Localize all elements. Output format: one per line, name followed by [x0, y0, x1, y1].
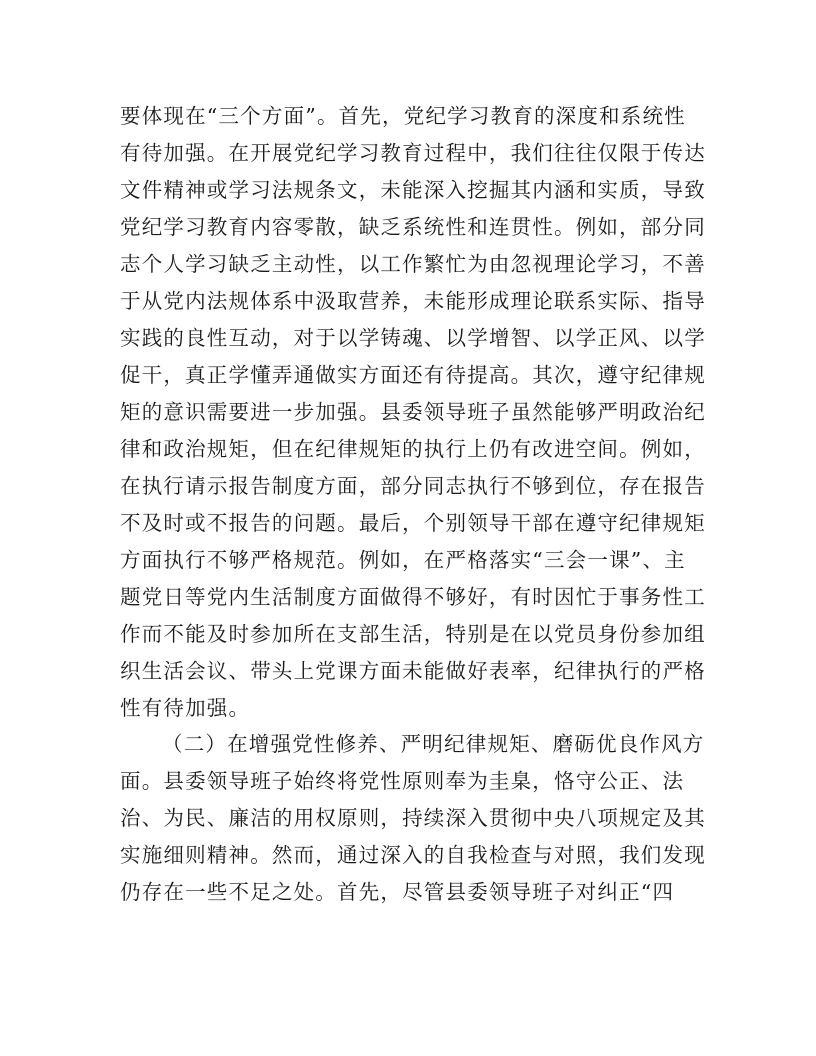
- body-paragraph: [120, 98, 710, 727]
- text-line: 不及时或不报告的问题。最后，个别领导干部在遵守纪律规矩: [120, 511, 706, 535]
- text-line: 促干，真正学懂弄通做实方面还有待提高。其次，遵守纪律规: [120, 363, 706, 387]
- text-line: 方面执行不够严格规范。例如，在严格落实“三会一课”、主: [120, 548, 686, 572]
- body-paragraph: [120, 726, 710, 911]
- text-line: 实施细则精神。然而，通过深入的自我检查与对照，我们发现: [120, 843, 706, 867]
- text-line: 面。县委领导班子始终将党性原则奉为圭臬，恪守公正、法: [120, 769, 685, 793]
- text-line: 文件精神或学习法规条文，未能深入挖掘其内涵和实质，导致: [120, 178, 706, 202]
- text-line: 矩的意识需要进一步加强。县委领导班子虽然能够严明政治纪: [120, 400, 706, 424]
- text-line: 实践的良性互动，对于以学铸魂、以学增智、以学正风、以学: [120, 326, 706, 350]
- text-line: 作而不能及时参加所在支部生活，特别是在以党员身份参加组: [120, 622, 706, 646]
- text-line: 治、为民、廉洁的用权原则，持续深入贯彻中央八项规定及其: [120, 806, 706, 830]
- text-line: （二）在增强党性修养、严明纪律规矩、磨砺优良作风方: [162, 732, 705, 756]
- text-line: 仍存在一些不足之处。首先，尽管县委领导班子对纠正“四: [120, 880, 675, 904]
- text-line: 在执行请示报告制度方面，部分同志执行不够到位，存在报告: [120, 474, 706, 498]
- text-line: 于从党内法规体系中汲取营养，未能形成理论联系实际、指导: [120, 289, 706, 313]
- text-line: 志个人学习缺乏主动性，以工作繁忙为由忽视理论学习，不善: [120, 252, 706, 276]
- text-line: 党纪学习教育内容零散，缺乏系统性和连贯性。例如，部分同: [120, 215, 706, 239]
- text-line: 性有待加强。: [120, 696, 251, 720]
- text-line: 要体现在“三个方面”。首先，党纪学习教育的深度和系统性: [120, 104, 686, 128]
- text-line: 题党日等党内生活制度方面做得不够好，有时因忙于事务性工: [120, 585, 706, 609]
- text-line: 织生活会议、带头上党课方面未能做好表率，纪律执行的严格: [120, 659, 706, 683]
- text-line: 有待加强。在开展党纪学习教育过程中，我们往往仅限于传达: [120, 141, 706, 165]
- text-line: 律和政治规矩，但在纪律规矩的执行上仍有改进空间。例如，: [120, 437, 706, 461]
